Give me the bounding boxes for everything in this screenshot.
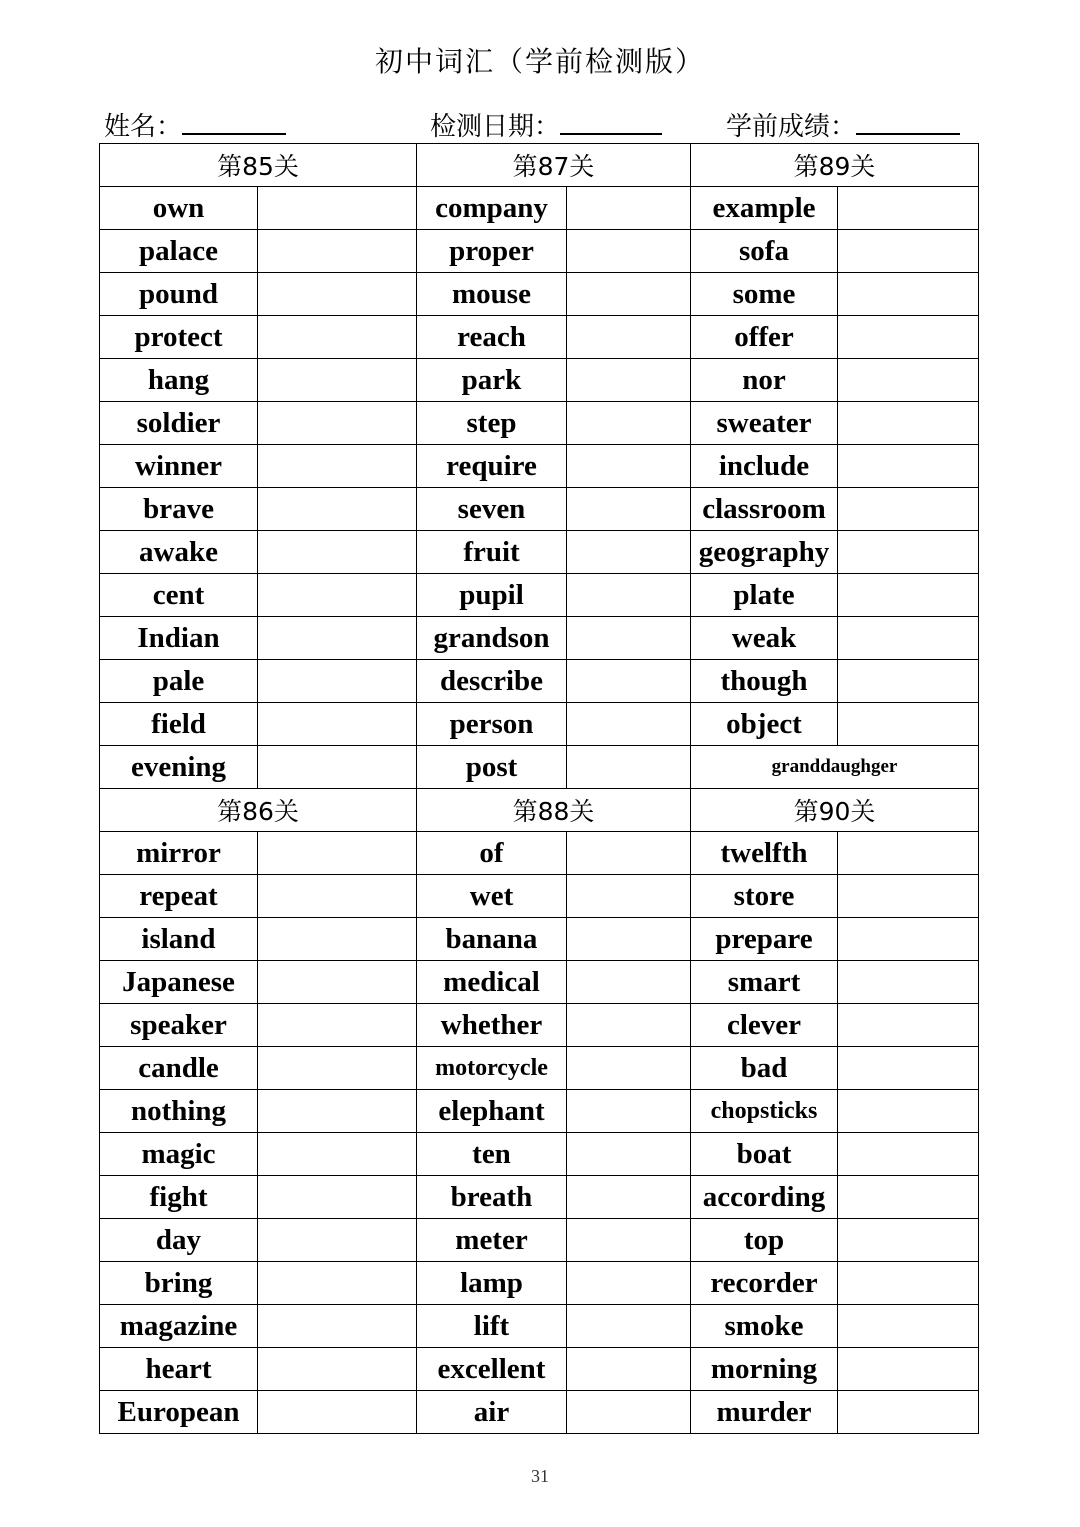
vocab-word: mirror	[100, 832, 258, 875]
answer-cell[interactable]	[838, 488, 979, 531]
vocab-word: day	[100, 1219, 258, 1262]
answer-cell[interactable]	[258, 488, 417, 531]
vocab-word: classroom	[691, 488, 838, 531]
vocab-word: granddaughger	[691, 746, 979, 789]
answer-cell[interactable]	[258, 316, 417, 359]
answer-cell[interactable]	[838, 1004, 979, 1047]
answer-cell[interactable]	[838, 1219, 979, 1262]
vocab-word: describe	[417, 660, 567, 703]
vocab-word: hang	[100, 359, 258, 402]
vocab-word: plate	[691, 574, 838, 617]
vocab-word: nor	[691, 359, 838, 402]
answer-cell[interactable]	[838, 1090, 979, 1133]
answer-cell[interactable]	[567, 488, 691, 531]
answer-cell[interactable]	[258, 617, 417, 660]
word-row	[100, 531, 979, 574]
vocab-word: banana	[417, 918, 567, 961]
date-blank[interactable]	[560, 107, 662, 135]
vocab-word: medical	[417, 961, 567, 1004]
word-row	[100, 359, 979, 402]
answer-cell[interactable]	[567, 187, 691, 230]
vocab-word: bad	[691, 1047, 838, 1090]
vocab-word: though	[691, 660, 838, 703]
vocab-word: murder	[691, 1391, 838, 1434]
vocab-word: example	[691, 187, 838, 230]
vocab-word: air	[417, 1391, 567, 1434]
answer-cell[interactable]	[258, 273, 417, 316]
vocab-word: some	[691, 273, 838, 316]
answer-cell[interactable]	[838, 918, 979, 961]
vocab-word: pupil	[417, 574, 567, 617]
word-row	[100, 1133, 979, 1176]
vocab-word: Japanese	[100, 961, 258, 1004]
answer-cell[interactable]	[838, 402, 979, 445]
word-row	[100, 1391, 979, 1434]
word-row	[100, 1176, 979, 1219]
answer-cell[interactable]	[258, 832, 417, 875]
answer-cell[interactable]	[258, 1176, 417, 1219]
word-row	[100, 1004, 979, 1047]
date-field	[430, 106, 662, 142]
vocab-word: European	[100, 1391, 258, 1434]
answer-cell[interactable]	[258, 1391, 417, 1434]
answer-cell[interactable]	[258, 1305, 417, 1348]
answer-cell[interactable]	[567, 1090, 691, 1133]
answer-cell[interactable]	[258, 1047, 417, 1090]
vocab-word: object	[691, 703, 838, 746]
vocab-word: recorder	[691, 1262, 838, 1305]
vocab-word: twelfth	[691, 832, 838, 875]
answer-cell[interactable]	[258, 1133, 417, 1176]
answer-cell[interactable]	[258, 445, 417, 488]
vocab-word: palace	[100, 230, 258, 273]
word-row	[100, 488, 979, 531]
answer-cell[interactable]	[838, 875, 979, 918]
word-row	[100, 660, 979, 703]
vocab-word: sofa	[691, 230, 838, 273]
vocab-word: wet	[417, 875, 567, 918]
vocab-word: according	[691, 1176, 838, 1219]
answer-cell[interactable]	[258, 703, 417, 746]
answer-cell[interactable]	[838, 574, 979, 617]
vocab-word: cent	[100, 574, 258, 617]
answer-cell[interactable]	[838, 1047, 979, 1090]
vocab-word: park	[417, 359, 567, 402]
word-row	[100, 1090, 979, 1133]
answer-cell[interactable]	[567, 273, 691, 316]
score-label: 学前成绩：	[726, 112, 857, 142]
answer-cell[interactable]	[838, 1176, 979, 1219]
vocab-word: company	[417, 187, 567, 230]
answer-cell[interactable]	[567, 359, 691, 402]
answer-cell[interactable]	[838, 230, 979, 273]
answer-cell[interactable]	[567, 1391, 691, 1434]
score-blank[interactable]	[856, 107, 960, 135]
answer-cell[interactable]	[567, 918, 691, 961]
page-number: 31	[531, 1466, 549, 1486]
answer-cell[interactable]	[567, 961, 691, 1004]
name-label: 姓名：	[104, 112, 183, 142]
answer-cell[interactable]	[258, 187, 417, 230]
answer-cell[interactable]	[258, 402, 417, 445]
answer-cell[interactable]	[258, 961, 417, 1004]
vocab-word: pale	[100, 660, 258, 703]
answer-cell[interactable]	[567, 1219, 691, 1262]
word-row	[100, 832, 979, 875]
answer-cell[interactable]	[567, 402, 691, 445]
answer-cell[interactable]	[838, 1391, 979, 1434]
score-field	[726, 106, 960, 142]
answer-cell[interactable]	[567, 1262, 691, 1305]
vocab-word: require	[417, 445, 567, 488]
answer-cell[interactable]	[258, 1219, 417, 1262]
answer-cell[interactable]	[258, 1090, 417, 1133]
answer-cell[interactable]	[567, 1305, 691, 1348]
vocab-word: boat	[691, 1133, 838, 1176]
answer-cell[interactable]	[838, 316, 979, 359]
answer-cell[interactable]	[258, 918, 417, 961]
vocab-word: awake	[100, 531, 258, 574]
answer-cell[interactable]	[258, 746, 417, 789]
vocab-word: nothing	[100, 1090, 258, 1133]
word-row	[100, 1348, 979, 1391]
word-row	[100, 1305, 979, 1348]
answer-cell[interactable]	[838, 1262, 979, 1305]
vocab-word: evening	[100, 746, 258, 789]
answer-cell[interactable]	[567, 230, 691, 273]
answer-cell[interactable]	[258, 660, 417, 703]
vocab-word: Indian	[100, 617, 258, 660]
vocab-word: sweater	[691, 402, 838, 445]
answer-cell[interactable]	[567, 1047, 691, 1090]
vocab-table	[99, 143, 979, 1434]
answer-cell[interactable]	[838, 273, 979, 316]
word-row	[100, 703, 979, 746]
level-header: 第89关	[691, 144, 979, 187]
answer-cell[interactable]	[838, 961, 979, 1004]
word-row	[100, 574, 979, 617]
answer-cell[interactable]	[838, 703, 979, 746]
vocab-word: elephant	[417, 1090, 567, 1133]
date-label: 检测日期：	[430, 112, 561, 142]
vocab-word: bring	[100, 1262, 258, 1305]
answer-cell[interactable]	[567, 746, 691, 789]
answer-cell[interactable]	[838, 1305, 979, 1348]
vocab-word: protect	[100, 316, 258, 359]
vocab-word: magazine	[100, 1305, 258, 1348]
name-blank[interactable]	[182, 107, 286, 135]
answer-cell[interactable]	[258, 359, 417, 402]
vocab-word: ten	[417, 1133, 567, 1176]
vocab-word: prepare	[691, 918, 838, 961]
answer-cell[interactable]	[567, 1176, 691, 1219]
vocab-word: grandson	[417, 617, 567, 660]
answer-cell[interactable]	[258, 230, 417, 273]
answer-cell[interactable]	[567, 445, 691, 488]
level-header: 第90关	[691, 789, 979, 832]
vocab-word: person	[417, 703, 567, 746]
vocab-word: proper	[417, 230, 567, 273]
word-row	[100, 402, 979, 445]
name-field	[104, 106, 286, 142]
page-title: 初中词汇（学前检测版）	[374, 45, 705, 78]
vocab-word: store	[691, 875, 838, 918]
vocab-word: speaker	[100, 1004, 258, 1047]
word-row	[100, 875, 979, 918]
answer-cell[interactable]	[567, 531, 691, 574]
vocab-word: lamp	[417, 1262, 567, 1305]
word-row	[100, 961, 979, 1004]
word-row	[100, 445, 979, 488]
answer-cell[interactable]	[838, 531, 979, 574]
vocab-word: mouse	[417, 273, 567, 316]
answer-cell[interactable]	[258, 574, 417, 617]
vocab-word: candle	[100, 1047, 258, 1090]
vocab-word: whether	[417, 1004, 567, 1047]
answer-cell[interactable]	[838, 617, 979, 660]
answer-cell[interactable]	[838, 660, 979, 703]
answer-cell[interactable]	[567, 574, 691, 617]
word-row	[100, 617, 979, 660]
answer-cell[interactable]	[838, 187, 979, 230]
vocab-word: fight	[100, 1176, 258, 1219]
answer-cell[interactable]	[838, 359, 979, 402]
word-row	[100, 1262, 979, 1305]
answer-cell[interactable]	[838, 832, 979, 875]
level-header: 第85关	[100, 144, 417, 187]
vocab-word: excellent	[417, 1348, 567, 1391]
answer-cell[interactable]	[258, 1004, 417, 1047]
vocab-word: post	[417, 746, 567, 789]
vocab-word: winner	[100, 445, 258, 488]
word-row	[100, 230, 979, 273]
answer-cell[interactable]	[567, 660, 691, 703]
level-header-row	[100, 789, 979, 832]
word-row	[100, 1047, 979, 1090]
vocab-word: repeat	[100, 875, 258, 918]
answer-cell[interactable]	[838, 1348, 979, 1391]
answer-cell[interactable]	[567, 832, 691, 875]
vocab-word: breath	[417, 1176, 567, 1219]
vocab-word: offer	[691, 316, 838, 359]
answer-cell[interactable]	[258, 1348, 417, 1391]
vocab-word: clever	[691, 1004, 838, 1047]
answer-cell[interactable]	[838, 445, 979, 488]
vocab-word: heart	[100, 1348, 258, 1391]
vocab-word: brave	[100, 488, 258, 531]
vocab-word: magic	[100, 1133, 258, 1176]
answer-cell[interactable]	[567, 875, 691, 918]
vocab-word: lift	[417, 1305, 567, 1348]
word-row	[100, 746, 979, 789]
answer-cell[interactable]	[567, 703, 691, 746]
answer-cell[interactable]	[567, 1133, 691, 1176]
vocab-word: meter	[417, 1219, 567, 1262]
level-header: 第87关	[417, 144, 691, 187]
vocab-word: motorcycle	[417, 1047, 567, 1090]
vocab-word: step	[417, 402, 567, 445]
vocab-word: reach	[417, 316, 567, 359]
vocab-word: of	[417, 832, 567, 875]
vocab-word: own	[100, 187, 258, 230]
vocab-word: geography	[691, 531, 838, 574]
answer-cell[interactable]	[258, 531, 417, 574]
answer-cell[interactable]	[567, 1004, 691, 1047]
word-row	[100, 918, 979, 961]
vocab-word: seven	[417, 488, 567, 531]
answer-cell[interactable]	[567, 617, 691, 660]
vocab-word: morning	[691, 1348, 838, 1391]
vocab-word: soldier	[100, 402, 258, 445]
answer-cell[interactable]	[567, 1348, 691, 1391]
vocab-word: fruit	[417, 531, 567, 574]
word-row	[100, 187, 979, 230]
vocab-word: chopsticks	[691, 1090, 838, 1133]
vocab-word: weak	[691, 617, 838, 660]
level-header: 第88关	[417, 789, 691, 832]
level-header-row	[100, 144, 979, 187]
word-row	[100, 273, 979, 316]
vocab-word: field	[100, 703, 258, 746]
vocab-word: smart	[691, 961, 838, 1004]
word-row	[100, 316, 979, 359]
answer-cell[interactable]	[258, 1262, 417, 1305]
answer-cell[interactable]	[838, 1133, 979, 1176]
answer-cell[interactable]	[258, 875, 417, 918]
level-header: 第86关	[100, 789, 417, 832]
vocab-word: smoke	[691, 1305, 838, 1348]
vocab-word: pound	[100, 273, 258, 316]
answer-cell[interactable]	[567, 316, 691, 359]
vocab-word: include	[691, 445, 838, 488]
vocab-word: island	[100, 918, 258, 961]
vocab-word: top	[691, 1219, 838, 1262]
word-row	[100, 1219, 979, 1262]
